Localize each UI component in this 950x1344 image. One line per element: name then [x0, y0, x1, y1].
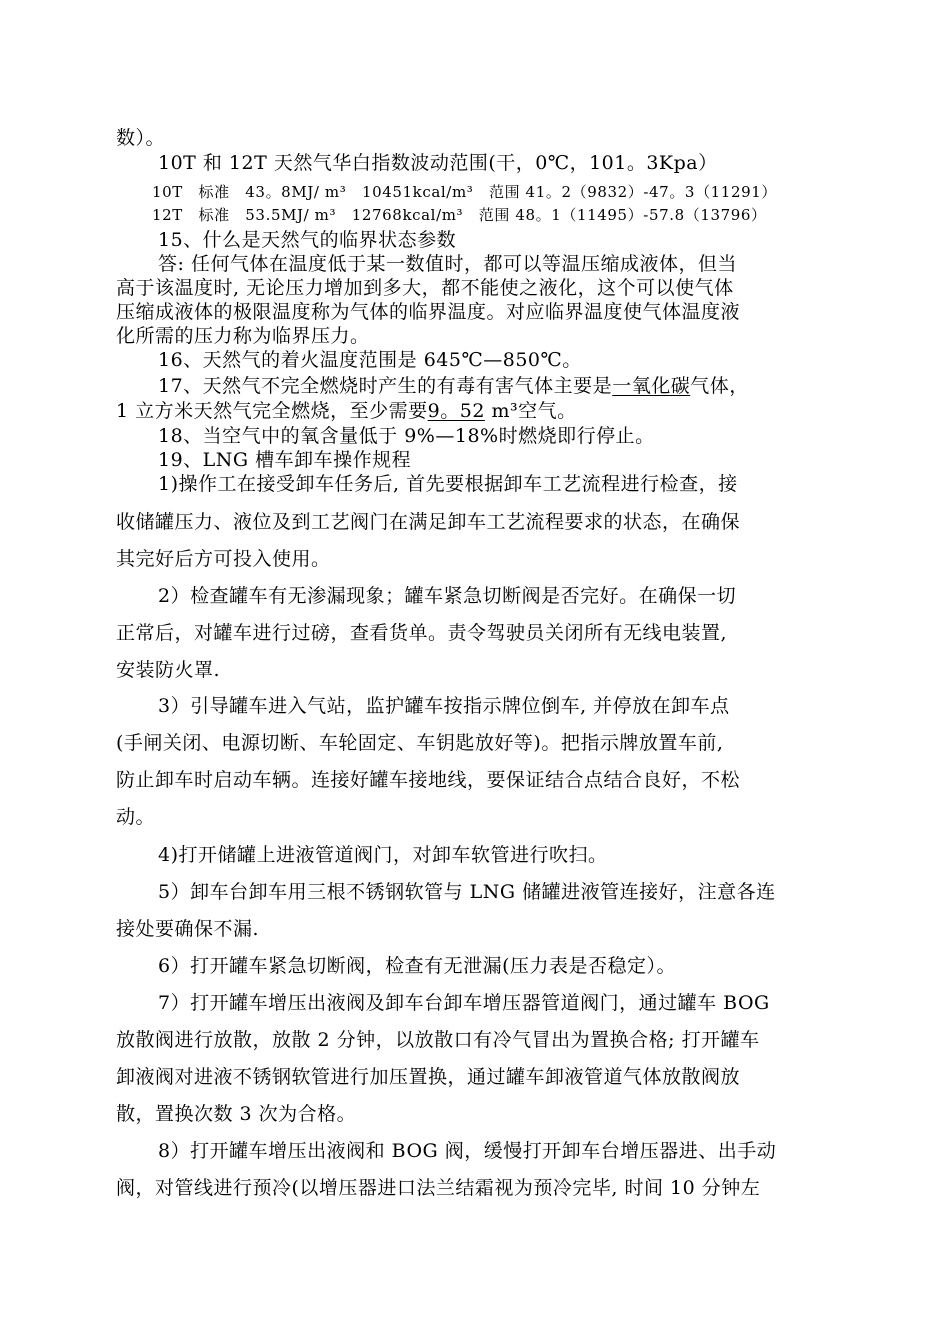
text-segment: 1 立方米天然气完全燃烧，至少需要 [116, 400, 428, 422]
spec-line-10t: 10T 标准 43。8MJ/ m³ 10451kcal/m³ 范围 41。2（9832）-47。3（11291） [152, 183, 777, 201]
text-segment: 17、天然气不完全燃烧时产生的有毒有害气体主要是 [158, 375, 613, 397]
text-line: 高于该温度时, 无论压力增加到多大，都不能使之液化，这个可以使气体 [116, 277, 734, 299]
text-line: 1)操作工在接受卸车任务后, 首先要根据卸车工艺流程进行检查，接 [158, 473, 738, 495]
underlined-answer: 一氧化碳 [612, 375, 691, 397]
text-line: 卸液阀对进液不锈钢软管进行加压置换，通过罐车卸液管道气体放散阀放 [116, 1066, 741, 1088]
text-line: 答: 任何气体在温度低于某一数值时，都可以等温压缩成液体，但当 [158, 253, 737, 275]
text-line: 4)打开储罐上进液管道阀门，对卸车软管进行吹扫。 [158, 844, 608, 866]
text-line: 2）检查罐车有无渗漏现象；罐车紧急切断阀是否完好。在确保一切 [158, 585, 737, 607]
text-segment: m³空气。 [484, 400, 577, 422]
text-line: 16、天然气的着火温度范围是 645℃—850℃。 [158, 349, 582, 371]
question-heading: 15、什么是天然气的临界状态参数 [158, 229, 457, 251]
text-line: 10T 和 12T 天然气华白指数波动范围(干，0℃，101。3Kpa） [158, 152, 718, 174]
text-line: 18、当空气中的氧含量低于 9%—18%时燃烧即行停止。 [158, 425, 655, 447]
text-segment: 气体， [690, 375, 749, 397]
text-line: 6）打开罐车紧急切断阀，检查有无泄漏(压力表是否稳定）。 [158, 955, 677, 977]
text-line: 3）引导罐车进入气站，监护罐车按指示牌位倒车, 并停放在卸车点 [158, 695, 730, 717]
text-line: 化所需的压力称为临界压力。 [116, 325, 370, 347]
text-line: 安装防火罩. [116, 659, 221, 681]
text-line [158, 374, 749, 398]
text-line: 阀，对管线进行预冷(以增压器进口法兰结霜视为预冷完毕, 时间 10 分钟左 [116, 1177, 761, 1199]
text-line: 5）卸车台卸车用三根不锈钢软管与 LNG 储罐进液管连接好，注意各连 [158, 881, 776, 903]
text-line: 散，置换次数 3 次为合格。 [116, 1103, 357, 1125]
text-line: 数）。 [116, 127, 166, 149]
text-line: (手闸关闭、电源切断、车轮固定、车钥匙放好等)。把指示牌放置车前, [116, 732, 724, 754]
text-line: 其完好后方可投入使用。 [116, 548, 331, 570]
text-line: 放散阀进行放散，放散 2 分钟，以放散口有冷气冒出为置换合格; 打开罐车 [116, 1029, 760, 1051]
text-line: 收储罐压力、液位及到工艺阀门在满足卸车工艺流程要求的状态，在确保 [116, 511, 741, 533]
text-line: 接处要确保不漏. [116, 918, 260, 940]
text-line [116, 399, 577, 423]
underlined-answer: 9。52 [427, 400, 485, 422]
question-heading: 19、LNG 槽车卸车操作规程 [158, 449, 412, 471]
text-line: 正常后，对罐车进行过磅，查看货单。责令驾驶员关闭所有无线电装置, [116, 622, 728, 644]
spec-line-12t: 12T 标准 53.5MJ/ m³ 12768kcal/m³ 范围 48。1（11495）-57.8（13796） [152, 206, 767, 224]
text-line: 8）打开罐车增压出液阀和 BOG 阀，缓慢打开卸车台增压器进、出手动 [158, 1140, 777, 1162]
text-line: 压缩成液体的极限温度称为气体的临界温度。对应临界温度使气体温度液 [116, 301, 741, 323]
text-line: 防止卸车时启动车辆。连接好罐车接地线，要保证结合点结合良好，不松 [116, 769, 741, 791]
text-line: 7）打开罐车增压出液阀及卸车台卸车增压器管道阀门，通过罐车 BOG [158, 992, 770, 1014]
text-line: 动。 [116, 806, 156, 828]
